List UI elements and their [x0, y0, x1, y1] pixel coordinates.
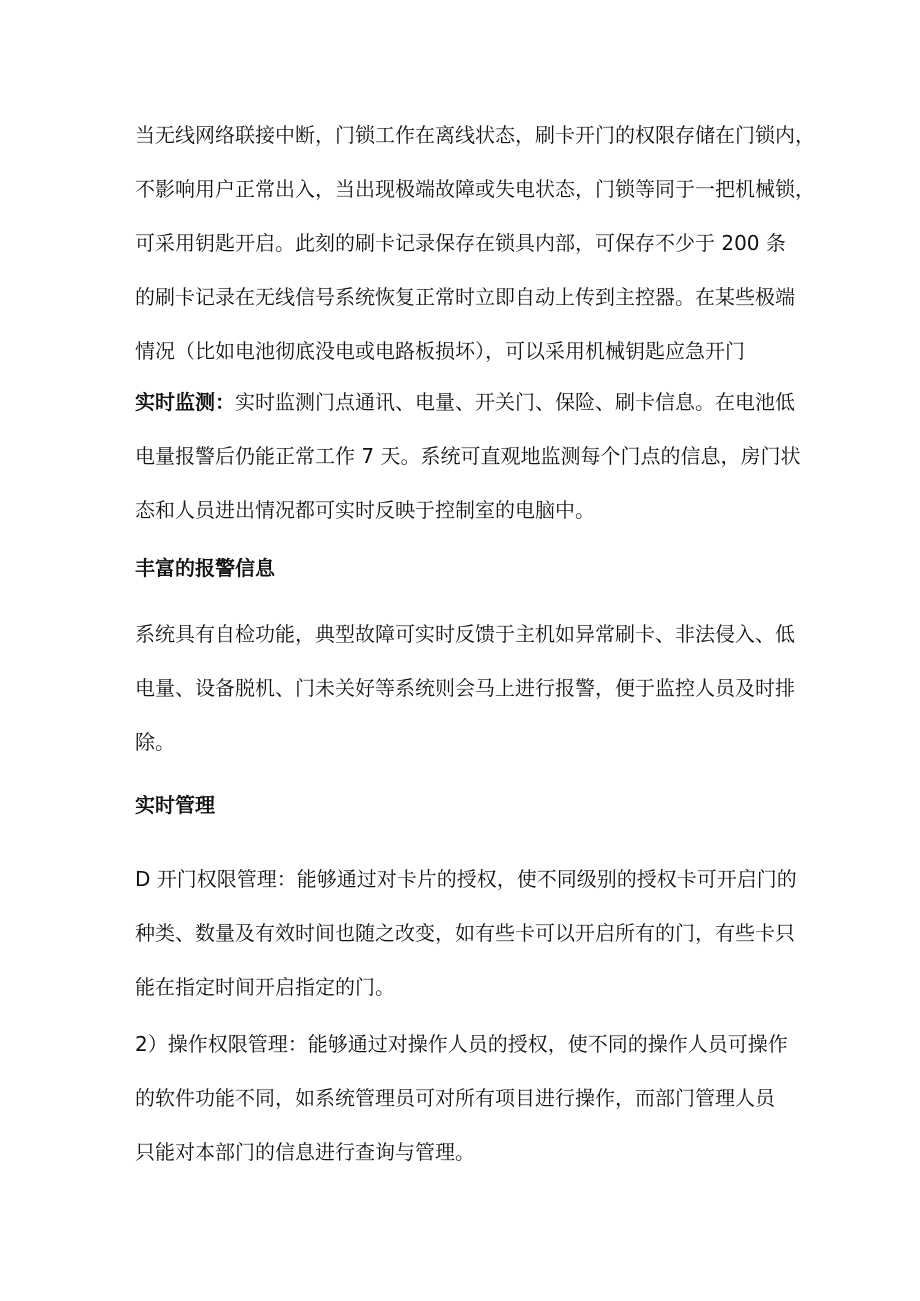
paragraph-operation-permission: [135, 1017, 795, 1179]
paragraph-door-permission: [135, 852, 795, 1014]
text-line: [135, 375, 795, 429]
text-line: 能在指定时间开启指定的门。: [135, 975, 395, 999]
text-line: 种类、数量及有效时间也随之改变，如有些卡可以开启所有的门，有些卡只: [135, 921, 795, 945]
text-line: 当无线网络联接中断，门锁工作在离线状态，刷卡开门的权限存储在门锁内，: [135, 123, 815, 147]
text-line: 系统具有自检功能，典型故障可实时反馈于主机如异常刷卡、非法侵入、低: [135, 622, 795, 646]
text-line: 情况（比如电池彻底没电或电路板损坏），可以采用机械钥匙应急开门: [135, 339, 745, 363]
text-line: 不影响用户正常出入，当出现极端故障或失电状态，门锁等同于一把机械锁，: [135, 177, 815, 201]
paragraph-alarm: [135, 607, 795, 769]
text-line: 2）操作权限管理：能够通过对操作人员的授权，使不同的操作人员可操作: [135, 1032, 788, 1056]
text-line: 只能对本部门的信息进行查询与管理。: [135, 1140, 475, 1164]
heading-alarm-info: 丰富的报警信息: [135, 556, 275, 580]
text-line: 可采用钥匙开启。此刻的刷卡记录保存在锁具内部，可保存不少于 200 条: [135, 231, 786, 255]
heading-realtime-management: 实时管理: [135, 793, 215, 817]
text-line: D 开门权限管理：能够通过对卡片的授权，使不同级别的授权卡可开启门的: [135, 867, 797, 891]
text-line: 态和人员进出情况都可实时反映于控制室的电脑中。: [135, 498, 595, 522]
text-line: 电量、设备脱机、门未关好等系统则会马上进行报警，便于监控人员及时排: [135, 676, 795, 700]
text-line: 的刷卡记录在无线信号系统恢复正常时立即自动上传到主控器。在某些极端: [135, 285, 795, 309]
monitoring-first-line-text: 实时监测门点通讯、电量、开关门、保险、刷卡信息。在电池低: [235, 390, 795, 414]
text-line: 除。: [135, 730, 175, 754]
paragraph-offline-mode: [135, 108, 815, 378]
paragraph-realtime-monitoring: [135, 375, 801, 537]
text-line: 的软件功能不同，如系统管理员可对所有项目进行操作，而部门管理人员: [135, 1086, 775, 1110]
monitoring-label: 实时监测：: [135, 390, 235, 414]
text-line: 电量报警后仍能正常工作 7 天。系统可直观地监测每个门点的信息，房门状: [135, 444, 801, 468]
